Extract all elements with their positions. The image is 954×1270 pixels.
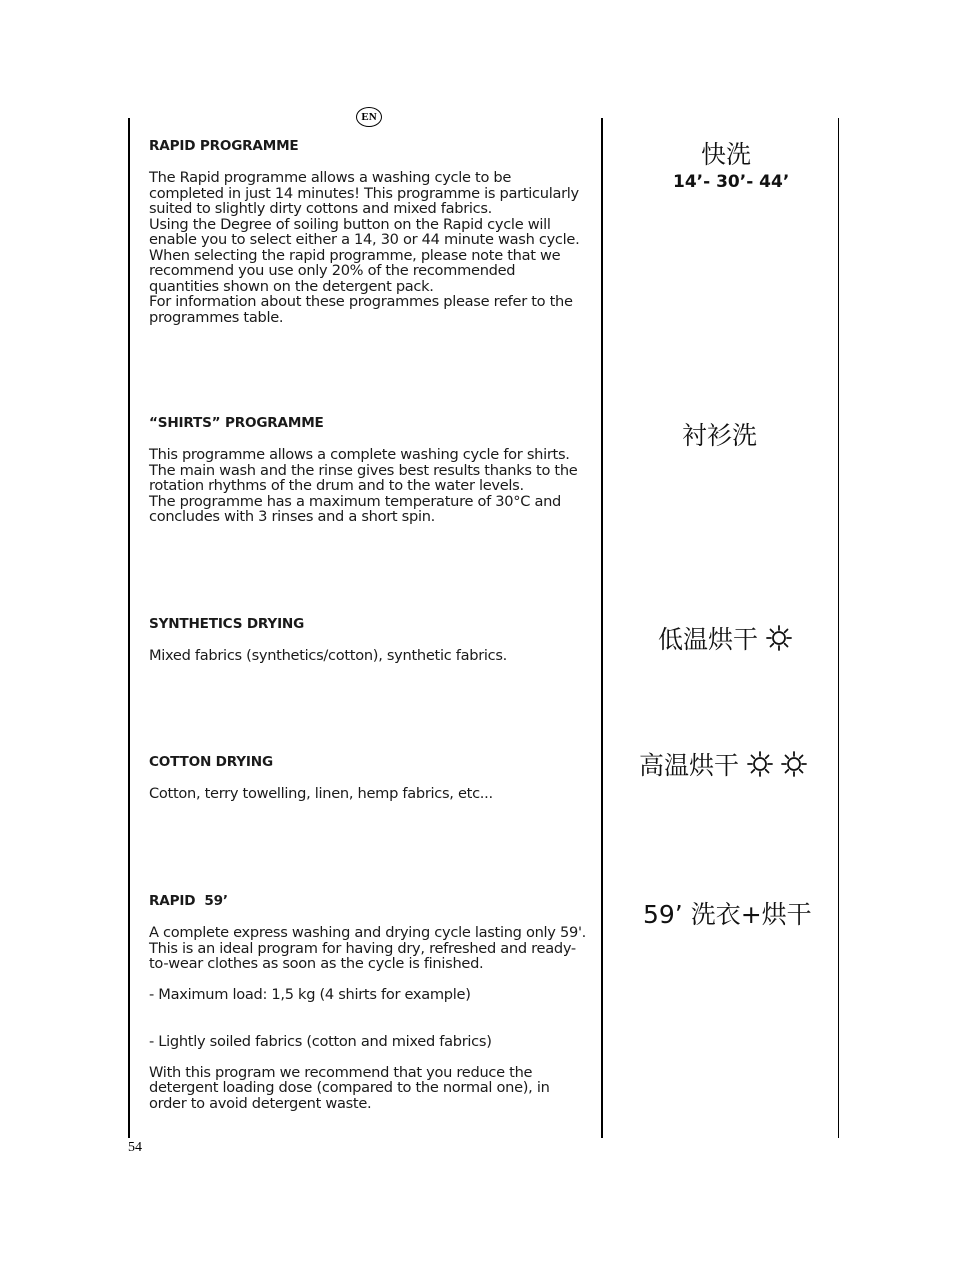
left-margin-rule [128, 118, 130, 1138]
sun-icon [747, 751, 773, 777]
paragraph: For information about these programmes please refer to the programmes table. [149, 293, 573, 326]
section-cotton-drying [149, 755, 589, 802]
section-body [149, 170, 589, 325]
right-margin-rule [838, 118, 839, 1138]
paragraph: When selecting the rapid programme, please note that we recommend you use only 20% of the recommended quantities shown on the detergent pack. [149, 246, 561, 295]
section-synthetics-drying [149, 617, 589, 664]
section-title: SYNTHETICS DRYING [149, 616, 305, 632]
section-title: “SHIRTS” PROGRAMME [149, 415, 324, 431]
paragraph: - Maximum load: 1,5 kg (4 shirts for example) [149, 986, 471, 1003]
section-title: COTTON DRYING [149, 754, 273, 770]
paragraph: The programme has a maximum temperature of 30°C and concludes with 3 rinses and a short spin. [149, 492, 562, 525]
sun-icon [781, 751, 807, 777]
zh-label-text: 低温烘干 [658, 625, 759, 654]
zh-sub-rapid-durations: 14’- 30’- 44’ [673, 172, 790, 192]
section-rapid-59 [149, 894, 589, 1111]
paragraph: - Lightly soiled fabrics (cotton and mixed fabrics) [149, 1032, 492, 1050]
zh-label-synthetics-drying [658, 625, 792, 655]
section-shirts-programme [149, 416, 589, 525]
zh-label-shirts: 衬衫洗 [682, 421, 758, 450]
section-body [149, 447, 589, 525]
paragraph: This programme allows a complete washing cycle for shirts. The main wash and the rinse gives best results thanks to the rotation rhythms of the drum and to the water levels. [149, 446, 578, 494]
page-number: 54 [128, 1140, 142, 1155]
zh-label-rapid-59: 59’ 洗衣+烘干 [643, 900, 812, 929]
section-title: RAPID 59’ [149, 893, 228, 909]
paragraph: Mixed fabrics (synthetics/cotton), synthetic fabrics. [149, 647, 508, 664]
section-rapid-programme [149, 139, 589, 325]
zh-label-cotton-drying [639, 751, 807, 781]
section-title: RAPID PROGRAMME [149, 138, 299, 154]
section-body [149, 925, 589, 1111]
paragraph: With this program we recommend that you reduce the detergent loading dose (compared to the normal one), in order to avoid detergent waste. [149, 1063, 550, 1112]
language-badge: EN [356, 107, 382, 127]
paragraph: A complete express washing and drying cycle lasting only 59'. This is an ideal program for having dry, refreshed and ready-to-wear clothes as soon as the cycle is finished. [149, 924, 587, 972]
section-body [149, 648, 589, 664]
paragraph: Cotton, terry towelling, linen, hemp fabrics, etc... [149, 785, 493, 802]
paragraph: The Rapid programme allows a washing cycle to be completed in just 14 minutes! This programme is particularly suited to slightly dirty cottons and mixed fabrics. [149, 169, 579, 217]
sun-icon [766, 625, 792, 651]
section-body [149, 786, 589, 802]
column-divider-rule [601, 118, 603, 1138]
zh-label-text: 高温烘干 [639, 751, 740, 780]
paragraph: Using the Degree of soiling button on the Rapid cycle will enable you to select either a 14, 30 or 44 minute wash cycle. [149, 215, 580, 248]
zh-label-rapid: 快洗 [701, 140, 752, 169]
